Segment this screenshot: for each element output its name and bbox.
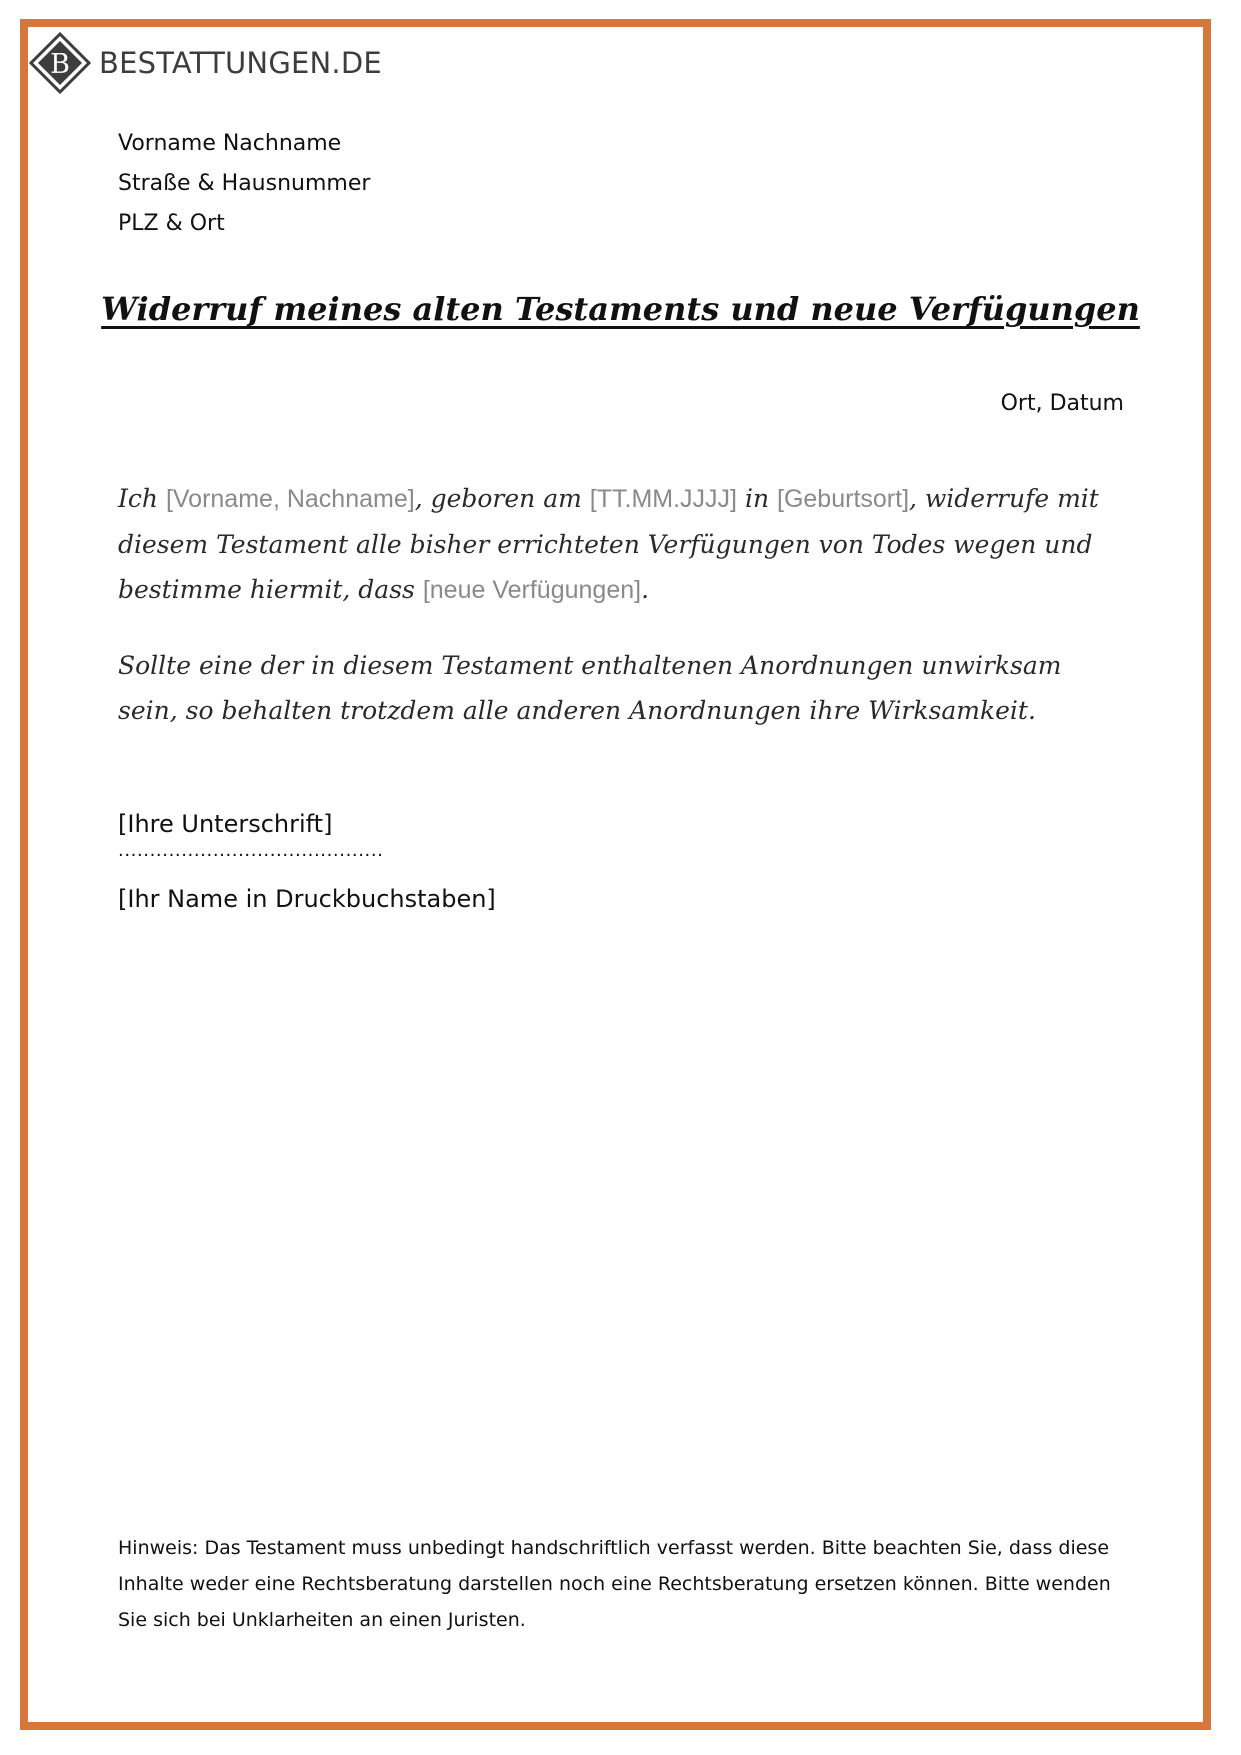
document-title: Widerruf meines alten Testaments und neue Verfügungen	[101, 290, 1140, 328]
print-name-label: [Ihr Name in Druckbuchstaben]	[118, 885, 496, 913]
signature-label: [Ihre Unterschrift]	[118, 810, 333, 838]
diamond-logo-icon	[29, 32, 91, 94]
p1-text-3: in	[737, 484, 778, 513]
paragraph-revocation	[118, 476, 1128, 613]
p1-text-2: , geboren am	[414, 484, 590, 513]
p1-text-5: .	[641, 575, 650, 604]
signature-line: ..........................................	[118, 840, 384, 861]
logo-letter: B	[50, 49, 70, 80]
placeholder-birthplace: [Geburtsort]	[777, 485, 910, 513]
paragraph-severability: Sollte eine der in diesem Testament enthaltenen Anordnungen unwirksam sein, so behalten trotzdem alle anderen Anordnungen ihre Wirksamkeit.	[118, 651, 1062, 725]
p1-text-1: Ich	[118, 484, 166, 513]
sender-name: Vorname Nachname	[118, 131, 342, 156]
place-date: Ort, Datum	[1000, 391, 1124, 416]
brand-name: BESTATTUNGEN.DE	[99, 46, 382, 80]
sender-street: Straße & Hausnummer	[118, 171, 371, 196]
sender-address	[118, 124, 370, 244]
p1-text-4: , widerrufe mit diesem Testament alle bisher errichteten Verfügungen von Todes wegen und bestimme hiermit, dass	[118, 484, 1099, 604]
sender-city: PLZ & Ort	[118, 211, 225, 236]
page-frame	[20, 19, 1211, 1730]
placeholder-name: [Vorname, Nachname]	[165, 485, 415, 513]
brand-logo[interactable]	[29, 32, 382, 94]
placeholder-new-dispositions: [neue Verfügungen]	[422, 576, 642, 604]
legal-notice: Hinweis: Das Testament muss unbedingt handschriftlich verfasst werden. Bitte beachten Sie, dass diese Inhalte weder eine Rechtsberatung darstellen noch eine Rechtsberatung ersetzen können. Bitte wenden Sie sich bei Unklarheiten an einen Juristen.	[118, 1537, 1111, 1631]
placeholder-birthdate: [TT.MM.JJJJ]	[589, 485, 738, 513]
